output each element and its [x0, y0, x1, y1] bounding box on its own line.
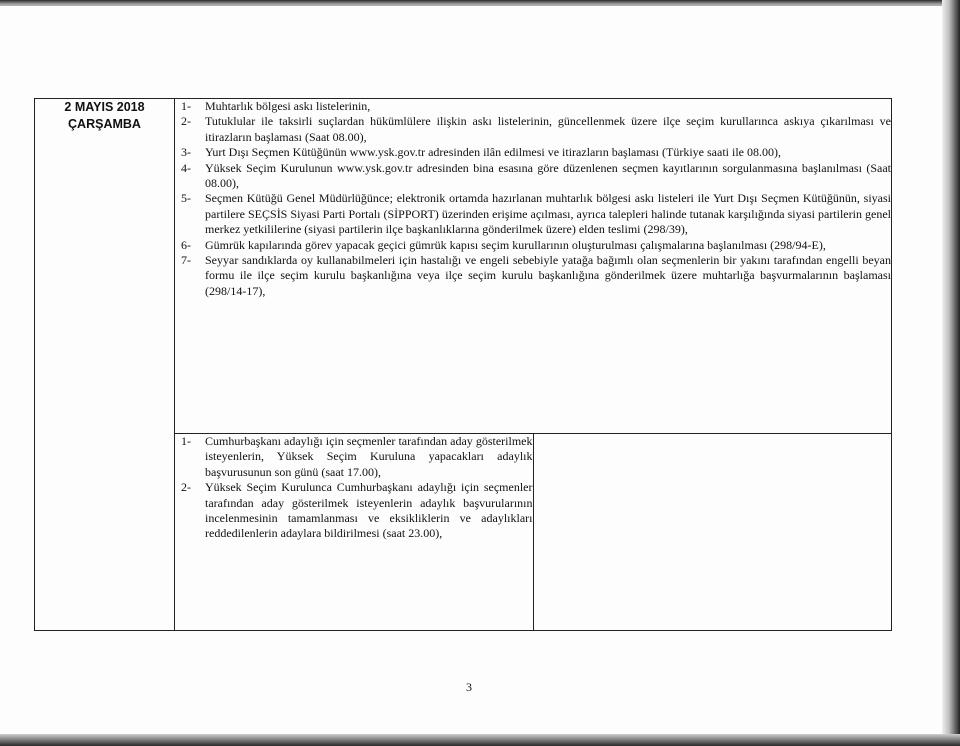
list-item: 2- Yüksek Seçim Kurulunca Cumhurbaşkanı adaylığı için seçmenler tarafından aday gösterilmek isteyenlerin adaylık başvurularının incelenmesinin tamamlanması ve eksikliklerin ve adaylıkları reddedilenlerin adaylara bildirilmesi (saat 23.00), — [181, 480, 533, 541]
page-number: 3 — [466, 680, 472, 694]
list-item: 6- Gümrük kapılarında görev yapacak geçici gümrük kapısı seçim kurullarının oluşturulması çalışmalarına başlanılması (298/94-E), — [181, 237, 826, 252]
schedule-row-top — [35, 99, 892, 434]
date-line-2: ÇARŞAMBA — [68, 117, 141, 131]
election-schedule-table — [34, 98, 892, 631]
list-item: 1- Cumhurbaşkanı adaylığı için seçmenler tarafından aday gösterilmek isteyenlerin, Yüksek Seçim Kuruluna yapacakları adaylık başvurusunun son günü (saat 17.00), — [181, 434, 533, 479]
date-line-1: 2 MAYIS 2018 — [64, 100, 145, 114]
list-item: 1- Muhtarlık bölgesi askı listelerinin, — [181, 99, 371, 113]
date-cell — [35, 99, 175, 631]
top-items-cell — [175, 99, 892, 434]
bottom-items-cell — [175, 434, 534, 631]
top-items-list — [175, 99, 891, 299]
list-item: 5- Seçmen Kütüğü Genel Müdürlüğünce; elektronik ortamda hazırlanan muhtarlık bölgesi askı listeleri ile Yurt Dışı Seçmen Kütüğünün, siyasi partilere SEÇSİS Siyasi Parti Portalı (SİPPORT) üzerinden erişime açılması, ayrıca talepleri halinde tutanak karşılığında siyasi partilerin genel merkez yetkililerine (siyasi partilerin ilçe başkanlıklarına gönderilmek üzere) elden teslimi (298/39), — [181, 191, 891, 237]
list-item: 2- Tutuklular ile taksirli suçlardan hükümlülere ilişkin askı listelerinin, güncellenmek üzere ilçe seçim kurullarınca askıya çıkarılması ve itirazların başlaması (Saat 08.00), — [181, 114, 891, 144]
list-item: 3- Yurt Dışı Seçmen Kütüğünün www.ysk.gov.tr adresinden ilân edilmesi ve itirazların başlaması (Türkiye saati ile 08.00), — [181, 145, 781, 160]
list-item: 7- Seyyar sandıklarda oy kullanabilmeleri için hastalığı ve engeli sebebiyle yatağa bağımlı olan seçmenlerin bir yakını tarafından engelli beyan formu ile ilçe seçim kurulu başkanlığına veya ilçe seçim kurulu başkanlığına gönderilmek üzere muhtarlığa başvurmalarının başlaması (298/14-17), — [181, 253, 891, 298]
bottom-items-list — [175, 434, 533, 542]
list-item: 4- Yüksek Seçim Kurulunun www.ysk.gov.tr adresinden bina esasına göre düzenlenen seçmen kayıtlarının sorgulanmasına başlanılması (Saat 08.00), — [181, 160, 891, 191]
empty-cell — [533, 434, 892, 631]
paper-edge-bottom — [0, 734, 960, 746]
paper-edge-right — [942, 0, 960, 746]
